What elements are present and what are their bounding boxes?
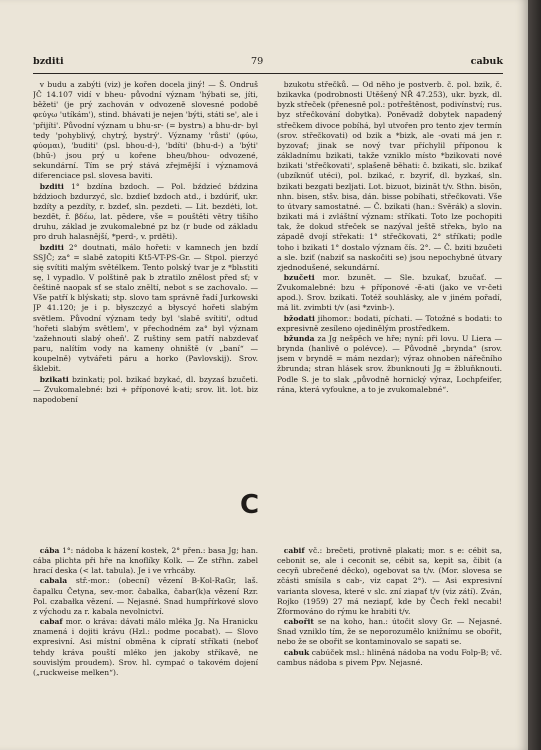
entry-headword: cabif [283,546,305,555]
entry-text: vč.: brečeti, protivně plakati; mor. s e: cébit sa, cebonit se, ale i ceconit se, cébit sa, kepit sa, čibit (a cecyň ubrečené děcko), ogebovat sa t/v. (Mor. slovesa se zčásti smísila s cab-, viz capat 2°). — Asi expresivní varianta slovesa, které v slc. zní ziapať t/v (viz zátí). Zván, Rojko (1959) 27 má neziapf, kde by Čech řekl necabi! Zformováno do rýmu ke hrabiti t/v. [277,546,502,616]
page-number: 79 [251,56,264,67]
dictionary-entry [33,243,258,375]
entry-headword: bzditi [39,242,64,252]
dictionary-entry [277,314,502,334]
entry-headword: cabořit [283,617,314,627]
entry-headword: bzučeti [283,272,315,282]
dictionary-entry [33,375,258,405]
entry-text: bzukotu střečků. — Od něho je postverb. č. pol. bzik, č. bzikavka (podrobnosti Utěšený NŘ 47.253), ukr. byzk, dl. byzk střeček (přenesně pol.: potřeštěnost, podivínství; rus. byz střečkování dobytka). Poněvadž dobytek napadený střečkem divoce pobíhá, byl utvořen pro tento zjev termín (srov. střečkovati) od bzik a *bizk, ale -ovati má jen r. byzovať; jinak se nový tvar příchylil příponou k základnímu bzikati, takže vzniklo místo *bzikovati nové bzikati 'střečkovati', splašeně běhati: č. bzikati, slc. bzikať (ubzíknúť utéci), pol. bzikać, r. bzyriť, dl. byzkaś, sln. bzikati bezgati bezljati. Lot. bizuot, bizināt t/v. Sthn. bisōn, nhn. bisen, stšv. bisa, dán. bisse pobíhati, střečkovati. Vše to útvary samostatné. — Č. bzikati (han.: Svěrák) a slovin. bzikati má i zvláštní význam: stříkati. Toto lze pochopiti tak, že dokud střeček se nazýval ještě střekъ, bylo na západě dvojí střekati: 1° střečkovati, 2° stříkati; podle toho i bzikati 1° dostalo význam čís. 2°. — Č. bziti bzučeti a sle. bziť (nabziť sa naskočiti se) jsou nepochybné útvary zjednodušené, sekundární. [277,80,502,272]
column-right-bottom [277,546,502,716]
column-left-bottom [33,546,258,716]
section-letter: C [240,490,260,520]
dictionary-entry [33,182,258,243]
column-right-top [277,80,502,518]
entry-text: 2° doutnati, málo hořeti: v kamnech jen bzdí SSJČ; za° = slabě zatopiti Kt5-VT-PS-Gr. — Stpol. pierzyć się svítiti malým světélkem. Tento polský tvar je z *blьstiti sę, l vypadlo. V polštině pak b ztratilo znělost před sť; v češtině naopak sť se stalo zněltí, nebot s se zachovalo. — Vše patří k blýskati; stp. slovo tam správně řadí Jurkowski JP 41.120; je i p. błyszczyć a błyscyć hořeti slabým světlem. Původní význam tedy byl 'slabě svítiti', odtud 'hořeti slabým světlem', v přechodném za° byl význam 'zažehnouti slabý oheň'. Z ruštiny sem patří nabzdevať paru, nalítím vody na kameny ohniště (v „baní“ — koupelně) vytvářeti páru a horko (Pavlovskij). Srov. šklebit. [33,242,258,374]
dictionary-entry [277,648,502,668]
entry-headword: cabala [39,576,68,586]
dictionary-entry [33,80,258,182]
entry-headword: cabuk [283,647,310,657]
header-right-headword: cabuk [470,56,503,67]
header-rule [33,73,503,74]
entry-text: jihomor.: bodati, píchati. — Totožné s bodati: to expresivně zesíleno ojedinělým prostředkem. [277,313,502,333]
entry-text: mor. bzunět. — Sle. bzukať, bzučať. — Zvukomalebné: bzu + příponové -ě-ati (jako ve vr-četi apod.). Srov. bzikati. Totéž souhlásky, ale v jiném pořadí, má lit. zvimbti t/v (asi *zvinb-). [277,272,502,313]
entry-headword: bzikati [39,374,69,384]
column-left-top [33,80,258,454]
entry-text: 1° bzdína bzdoch. — Pol. bździeć bździna bździoch bzdurzyć, slc. bzdieť bzdoch atd., i bzdúriť, ukr. bzdíty a pezdíty, r. bzdeť, sln. pezdeti. — Lit. bezdėti, lot. bezdēt, ř. βδέω, lat. pēdere, vše = pouštěti větry tišího druhu, základ je zvukomalebné pz bz (r bude od základu pro druh halasnější, *perd-, v. prděti). [33,181,258,242]
header-left-headword: bzditi [33,56,64,67]
dictionary-entry [277,334,502,395]
dictionary-entry [33,576,258,617]
entry-text: cabúček msl.: hliněná nádoba na vodu Folp-B; vč. cambus nádoba s pivem Ppv. Nejasné. [277,647,502,667]
entry-text: 1°: nádoba k házení kostek, 2° přen.: basa Jg; han. cába plichta při hře na knoflíky Kolk. — Ze střhn. zabel hrací deska (< lat. tabula). Je i ve vrhcáby. [33,546,258,576]
entry-text: se na koho, han.: útočit slovy Gr. — Nejasné. Snad vzniklo tím, že se neporozumělo knižnímu se obořit, nebo že se obořit se kontaminovalo se sapati se. [277,617,502,647]
dictionary-entry [277,273,502,314]
dictionary-entry [277,80,502,273]
entry-text: v budu a zabýti (viz) je kořen docela jiný! — Š. Ondruš JČ 14.107 vidí v bheu- původní význam 'hýbati se, jíti, běžeti' (je prý zachován v odvozeně slovesné podobě φεύγω 'utíkám'), stind. bhávati je nejen 'býti, státi se', ale i 'přijíti'. Původní význam u bhu-sr- (= bystrъ) a bhu-dr- byl tedy 'pohyblivý, chytrý, bystrý'. Významy 'růsti' (φύω, φύομαι), 'buditi' (psl. bhou-d-), 'bdíti' (bhu-d-) a 'býti' (bhū-) jsou prý u kořene bheu/bhou- odvozené, sekundární. Tím se prý stává zřejmější i významová diferenciace psl. slovesa baviti. [33,80,258,181]
entry-headword: bzditi [39,181,64,191]
entry-headword: cabaf [39,617,63,627]
entry-headword: bžodati [283,313,315,323]
entry-headword: cába [39,546,60,555]
entry-headword: bžunda [283,333,315,343]
book-spine-shadow [528,0,541,750]
dictionary-entry [277,617,502,647]
entry-text: mor. o kráva: dávati málo mléka Jg. Na Hranicku znamená i dojiti krávu (Hzl.: podme pocabat). — Slovo expresivní. Asi místní obměna k cípratí stříkati (neboť tehdy kráva pouští mléko jen jakoby stříkavě, ne souvislým proudem). Srov. hl. cympać o takovém dojení („ruckweise melken“). [33,617,258,677]
entry-text: bzinkati; pol. bzikać bzykać, dl. bzyzaś bzučeti. — Zvukomalebné: bzi + příponové k-ati; srov. lit. lot. biz napodobení [33,374,258,404]
entry-text: stř.-mor.: (obecní) vězení B-Kol-RaGr, laš. čapalku Četyna, sev.-mor. čabalka, čabar(k)a vězení Rzr. Pol. czabałka vězení. — Nejasné. Snad humpřírkové slovo z východu za r. kabala nevolnictví. [33,576,258,616]
dictionary-entry [277,546,502,617]
dictionary-entry [33,617,258,678]
entry-text: za Jg nešpěch ve hře; nyní: při lovu. U Liera — brynda (hanlivě o polévce). — Původně „brynda“ (srov. jsem v bryndě = mám nezdar); výraz ohnoben nářečního žbrunda; stran hlásek srov. žbunknouti Jg = žbluňknouti. Podle S. je to slak „původně hornický výraz, Lochpfeifer, rána, která vyfoukne, a to je zvukomalebné“. [277,333,502,394]
dictionary-entry [33,546,258,576]
